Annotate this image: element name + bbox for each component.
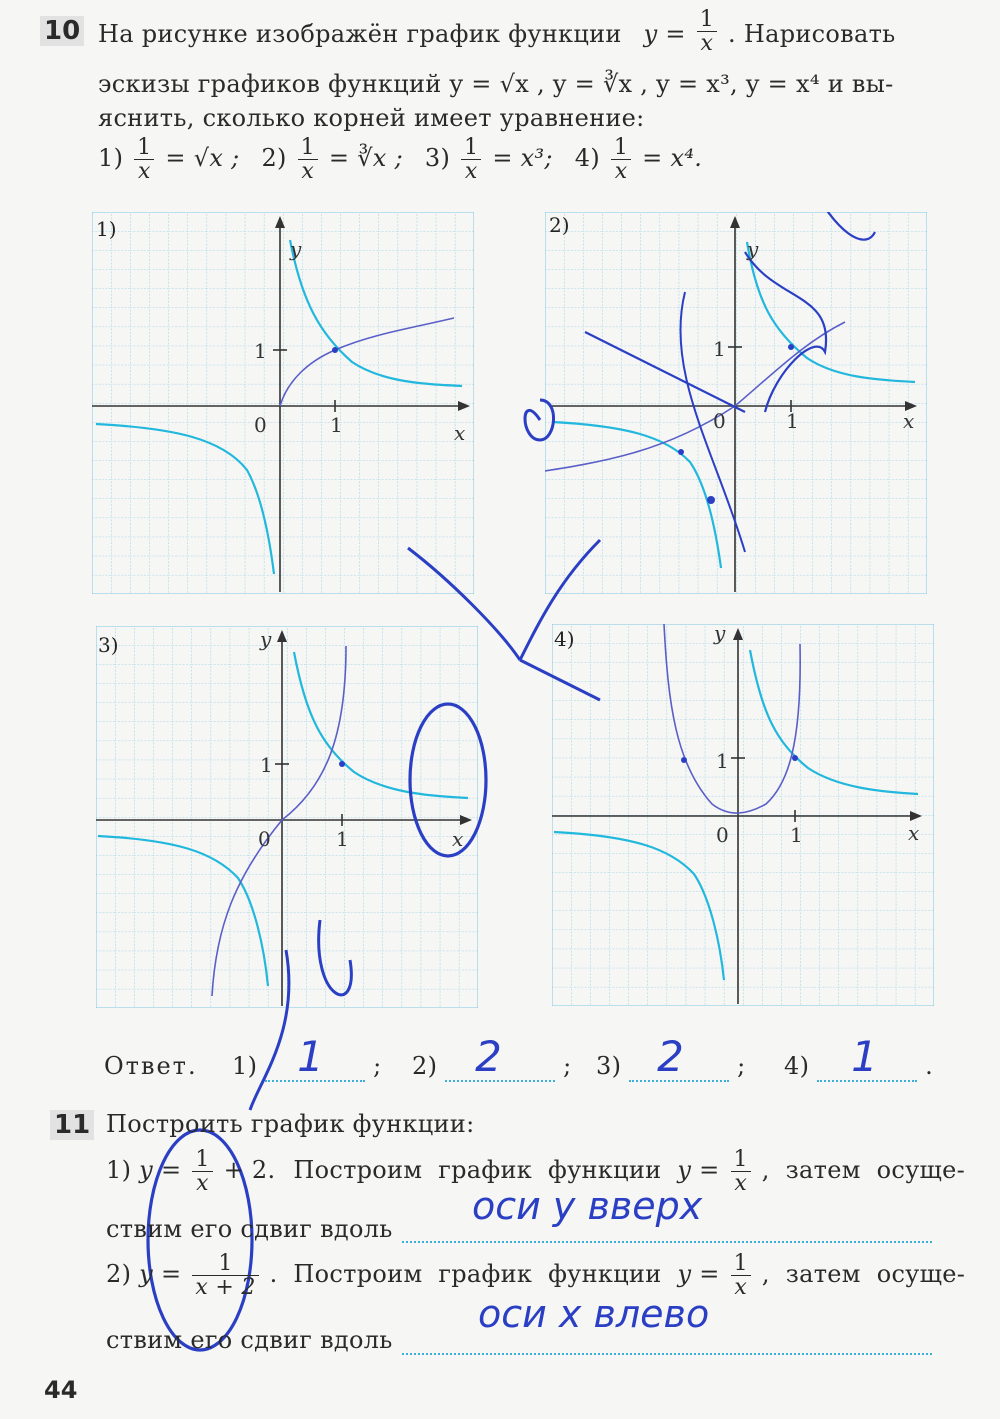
x-axis-label: x [903,409,915,433]
equation-label: 4) [574,144,600,173]
page-number: 44 [44,1376,78,1404]
item-formula: y = [677,1260,720,1289]
task-number-11: 11 [50,1110,94,1140]
equation-rhs: = x³; [492,144,553,173]
answer-label: Ответ. [104,1052,198,1080]
equation-3 [424,135,561,185]
equation-label: 1) [98,144,124,173]
task11-title: Построить график функции: [106,1110,475,1138]
equation-1 [98,135,247,185]
task10-line2: эскизы графиков функций y = √x , y = ∛x , y = x³, y = x⁴ и вы- [98,70,894,98]
unit-x-label: 1 [336,827,349,851]
graph-label: 1) [96,217,117,241]
item-text: Построим график функции [293,1156,662,1185]
answer-separator: ; [563,1052,572,1080]
answer-item-label: 2) [412,1052,438,1080]
item-text: , затем осуще- [761,1156,966,1185]
task10-equations [98,136,702,183]
equation-rhs: = √x ; [165,144,240,173]
y-axis-label: y [260,627,272,651]
equation-rhs: = x⁴. [642,144,703,173]
item-fraction: $\frac{1}{x}$ [731,1252,751,1299]
handwritten-answer: 1 [851,1032,879,1081]
origin-label: 0 [254,413,267,437]
equation-label: 3) [424,144,451,173]
answer-item-label: 1) [232,1052,258,1080]
answer-separator: ; [373,1052,382,1080]
item-fraction: $\frac{1}{x}$ [192,1148,212,1195]
answer-blank [265,1032,365,1082]
handwritten-answer: оси y вверх [472,1184,703,1228]
unit-y-label: 1 [713,337,726,361]
graph-label: 3) [98,633,119,657]
origin-label: 0 [716,823,729,847]
task11-item1-blank [402,1184,932,1247]
graph-1 [92,212,474,594]
graph-label: 2) [549,213,570,237]
y-axis-label: y [290,237,302,261]
handwritten-answer: 2 [657,1032,685,1081]
answer-separator: ; [737,1052,746,1080]
unit-x-label: 1 [790,823,803,847]
equation-fraction: $\frac{1}{x}$ [298,136,318,183]
answer-blank [629,1032,729,1082]
task11-item2-shift: ствим его сдвиг вдоль [106,1326,393,1354]
item-label: 2) [106,1260,132,1289]
answer-item-label: 3) [596,1052,622,1080]
dotted-line [402,1351,932,1355]
task10-line1-text: На рисунке изображён график функции [98,20,622,49]
equation-fraction: $\frac{1}{x}$ [461,136,481,183]
task10-line3: яснить, сколько корней имеет уравнение: [98,104,645,132]
item-fraction: $\frac{1}{x + 2}$ [192,1252,258,1299]
handwritten-answer: оси x влево [478,1292,710,1336]
x-axis-label: x [908,821,920,845]
dotted-line [402,1239,932,1243]
handwritten-answer: 1 [297,1032,325,1081]
item-text: . Построим график функции [269,1260,662,1289]
unit-y-label: 1 [254,339,267,363]
item-formula-plus: + 2. [223,1156,276,1185]
unit-x-label: 1 [786,409,799,433]
answer-item-1 [232,1032,382,1082]
unit-x-label: 1 [330,413,343,437]
answer-blank [817,1032,917,1082]
item-formula: y = [139,1260,182,1289]
unit-y-label: 1 [260,753,273,777]
unit-y-label: 1 [716,749,729,773]
task10-line1-end: . Нарисовать [728,20,896,49]
y-axis-label: y [714,624,726,645]
equation-fraction: $\frac{1}{x}$ [134,136,154,183]
equation-rhs: = ∛x ; [328,144,403,173]
y-axis-label: y [747,237,759,261]
answer-item-label: 4) [784,1052,810,1080]
graph-label: 4) [554,627,575,651]
graph-2 [545,212,927,594]
answer-blank [445,1032,555,1082]
task10-line1 [98,7,896,57]
fraction-numerator: 1 [697,8,717,32]
task11-item1-shift: ствим его сдвиг вдоль [106,1215,393,1243]
origin-label: 0 [713,409,726,433]
x-axis-label: x [452,827,464,851]
item-formula: y = [677,1156,720,1185]
fraction-denominator: x [700,31,714,57]
task10-fraction [697,8,717,55]
task11-item2-blank [402,1292,932,1359]
handwritten-answer: 2 [475,1032,503,1081]
graph-4 [552,624,934,1006]
equation-4 [574,135,703,185]
graph-3 [96,626,478,1008]
item-formula: y = [139,1156,182,1185]
equation-fraction: $\frac{1}{x}$ [611,136,631,183]
answer-separator: . [925,1052,934,1080]
answer-item-2 [412,1032,572,1082]
task10-line1-formula: y = [643,20,686,49]
x-axis-label: x [454,421,466,445]
answer-item-3 [596,1032,746,1082]
origin-label: 0 [258,827,271,851]
item-label: 1) [106,1156,132,1185]
equation-label: 2) [261,144,287,173]
equation-2 [261,135,410,185]
task-number-10: 10 [40,16,84,46]
answer-item-4 [784,1032,934,1082]
item-text: , затем осуще- [761,1260,966,1289]
item-fraction: $\frac{1}{x}$ [731,1148,751,1195]
